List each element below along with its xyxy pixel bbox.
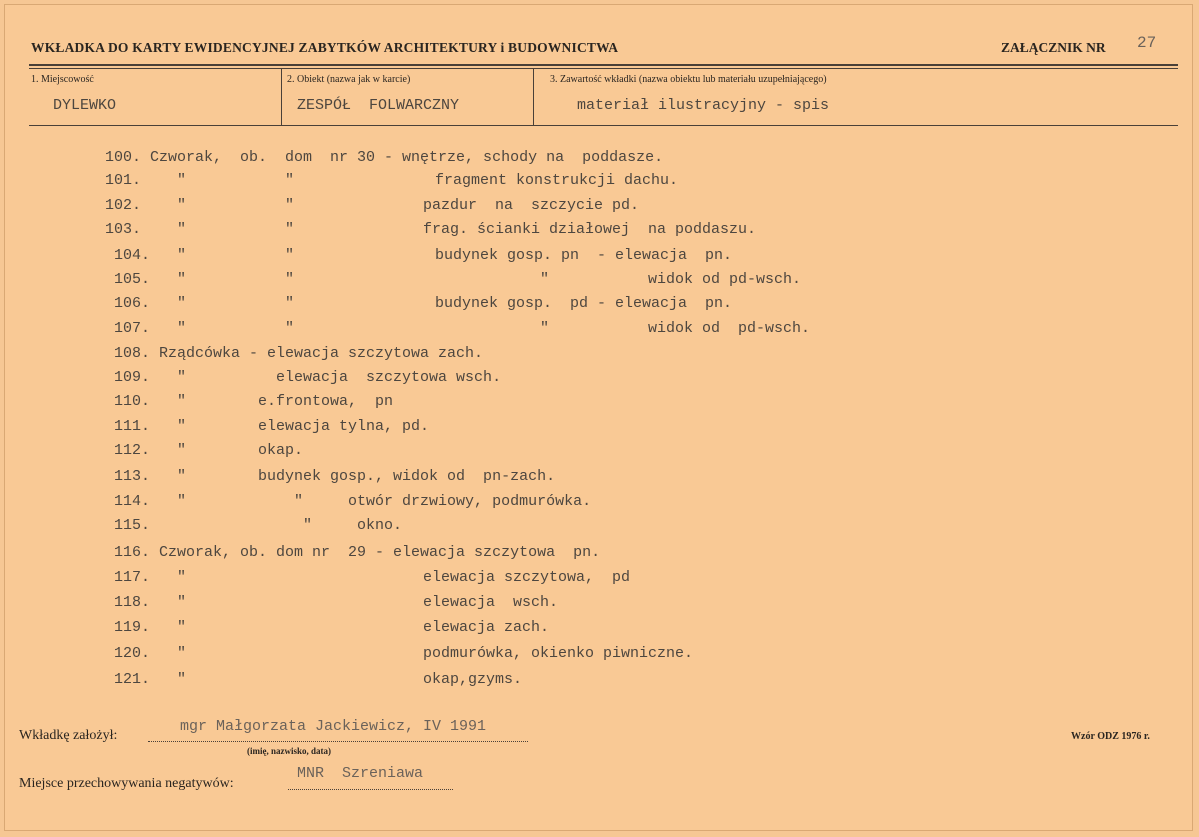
list-item: 115. " okno.	[105, 517, 403, 534]
list-item: 120. "	[105, 645, 187, 662]
field-divider	[281, 69, 282, 125]
list-item: 107. " "	[105, 320, 295, 337]
list-item: 121. "	[105, 671, 187, 688]
negatives-label: Miejsce przechowywania negatywów:	[19, 776, 234, 791]
list-item: 119. "	[105, 619, 187, 636]
list-item-desc: " widok od pd-wsch.	[423, 271, 802, 288]
form-label: Wzór ODZ 1976 r.	[1071, 731, 1150, 742]
list-item-desc: budynek gosp. pn - elewacja pn.	[435, 247, 733, 264]
object-value: ZESPÓŁ FOLWARCZNY	[297, 97, 460, 114]
list-item: 113. " budynek gosp., widok od pn-zach.	[105, 468, 556, 485]
place-label: 1. Miejscowość	[31, 74, 94, 85]
list-item-desc: " widok od pd-wsch.	[423, 320, 811, 337]
contents-label: 3. Zawartość wkładki (nazwa obiektu lub materiału uzupełniającego)	[550, 74, 827, 85]
attachment-label: ZAŁĄCZNIK NR	[1001, 40, 1106, 55]
list-item-desc: podmurówka, okienko piwniczne.	[423, 645, 694, 662]
author-label: Wkładkę założył:	[19, 728, 118, 743]
list-item: 111. " elewacja tylna, pd.	[105, 418, 430, 435]
list-item: 117. "	[105, 569, 187, 586]
fields-rule	[29, 125, 1178, 126]
place-value: DYLEWKO	[53, 97, 117, 114]
list-item-desc: pazdur na szczycie pd.	[423, 197, 640, 214]
negatives-value: MNR Szreniawa	[297, 765, 424, 782]
author-caption: (imię, nazwisko, data)	[247, 746, 331, 756]
list-item: 104. " "	[105, 247, 295, 264]
list-item: 114. " " otwór drzwiowy, podmurówka.	[105, 493, 592, 510]
header-rule	[29, 64, 1178, 66]
attachment-number: 27	[1137, 34, 1157, 52]
list-item: 109. " elewacja szczytowa wsch.	[105, 369, 502, 386]
list-item: 116. Czworak, ob. dom nr 29 - elewacja szczytowa pn.	[105, 544, 601, 561]
author-value: mgr Małgorzata Jackiewicz, IV 1991	[180, 718, 487, 735]
object-label: 2. Obiekt (nazwa jak w karcie)	[287, 74, 411, 85]
list-item: 106. " "	[105, 295, 295, 312]
list-item-desc: elewacja wsch.	[423, 594, 559, 611]
negatives-underline	[288, 789, 453, 790]
contents-value: materiał ilustracyjny - spis	[577, 97, 830, 114]
list-item: 112. " okap.	[105, 442, 304, 459]
list-item: 110. " e.frontowa, pn	[105, 393, 394, 410]
record-card	[4, 4, 1193, 831]
list-item-desc: elewacja szczytowa, pd	[423, 569, 631, 586]
list-item: 102. " "	[105, 197, 295, 214]
list-item: 108. Rządcówka - elewacja szczytowa zach.	[105, 345, 484, 362]
header-rule-thin	[29, 68, 1178, 69]
field-divider	[533, 69, 534, 125]
list-item-desc: budynek gosp. pd - elewacja pn.	[435, 295, 733, 312]
list-item-desc: fragment konstrukcji dachu.	[435, 172, 679, 189]
list-item-desc: elewacja zach.	[423, 619, 550, 636]
list-item: 118. "	[105, 594, 187, 611]
list-item-desc: okap,gzyms.	[423, 671, 523, 688]
author-underline	[148, 741, 528, 742]
list-item: 103. " "	[105, 221, 295, 238]
list-item-desc: frag. ścianki działowej na poddaszu.	[423, 221, 757, 238]
list-item: 100. Czworak, ob. dom nr 30 - wnętrze, schody na poddasze.	[105, 149, 664, 166]
list-item: 101. " "	[105, 172, 295, 189]
list-item: 105. " "	[105, 271, 295, 288]
card-title: WKŁADKA DO KARTY EWIDENCYJNEJ ZABYTKÓW ARCHITEKTURY i BUDOWNICTWA	[31, 40, 619, 55]
